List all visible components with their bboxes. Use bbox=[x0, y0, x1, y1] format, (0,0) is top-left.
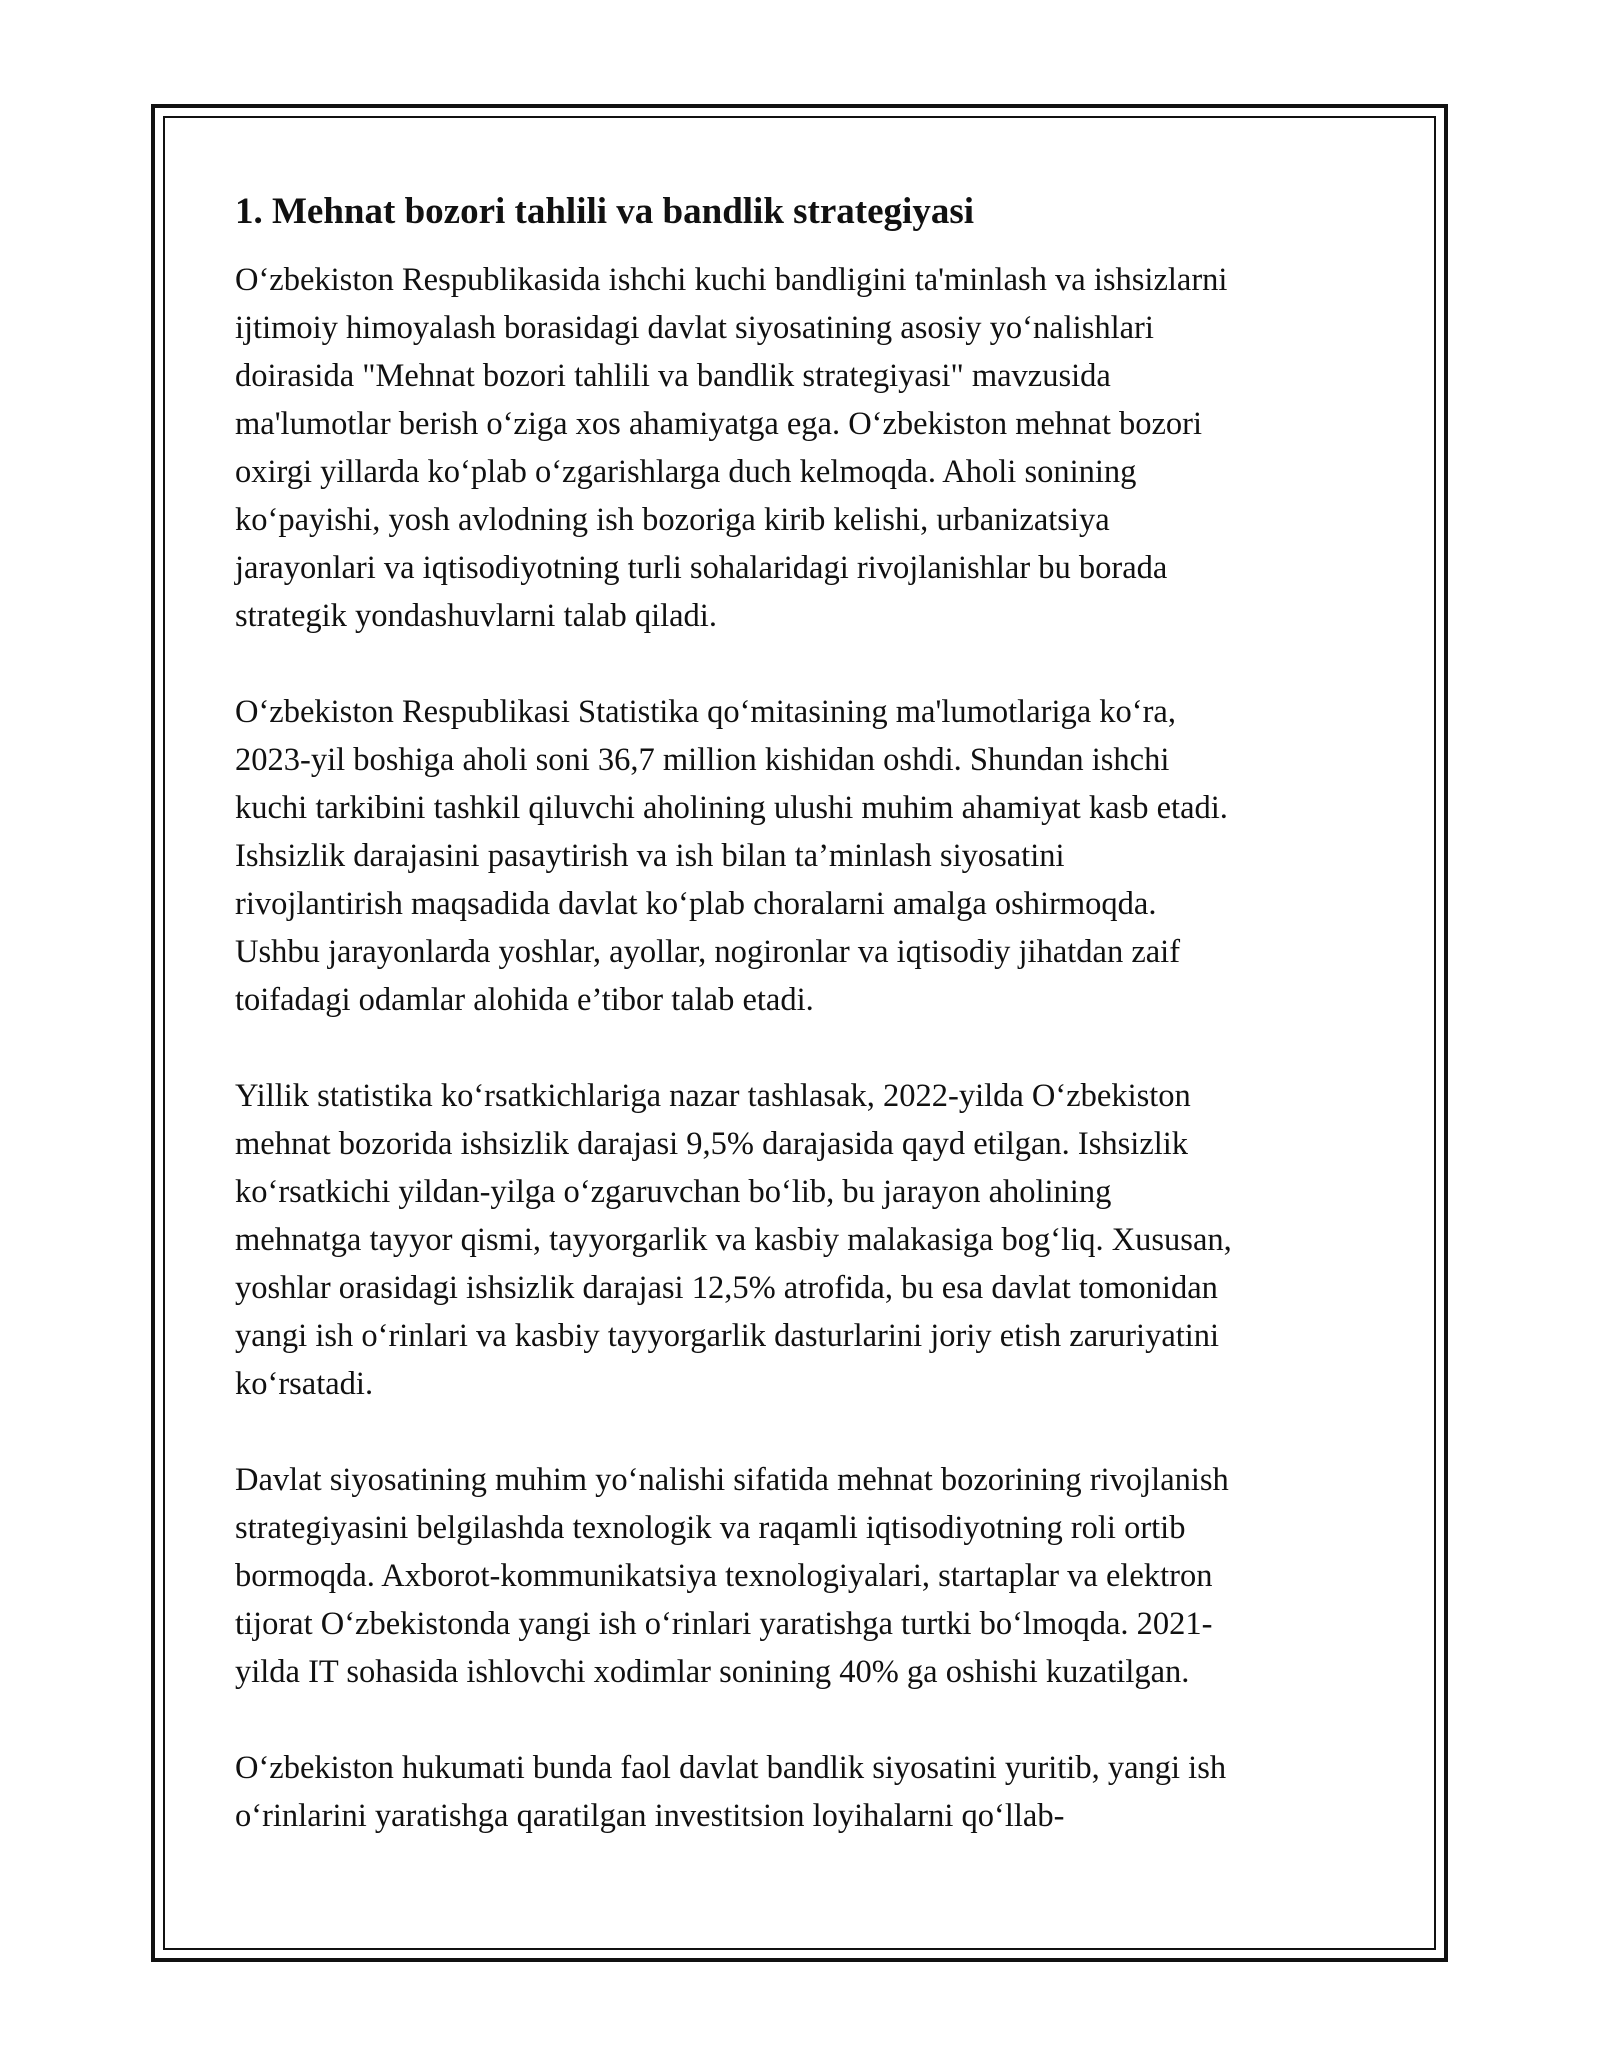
paragraph-intro: O‘zbekiston Respublikasida ishchi kuchi bandligini ta'minlash va ishsizlarni ijtimoiy himoyalash borasidagi davlat siyosatining asosiy yo‘nalishlari doirasida "Mehnat bozori tahlili va bandlik strategiyasi" mavzusida ma'lumotlar berish o‘ziga xos ahamiyatga ega. O‘zbekiston mehnat bozori oxirgi yillarda ko‘plab o‘zgarishlarga duch kelmoqda. Aholi sonining ko‘payishi, yosh avlodning ish bozoriga kirib kelishi, urbanizatsiya jarayonlari va iqtisodiyotning turli sohalaridagi rivojlanishlar bu borada strategik yondashuvlarni talab qiladi. bbox=[235, 262, 1228, 634]
section-heading: 1. Mehnat bozori tahlili va bandlik strategiyasi bbox=[235, 191, 975, 232]
paragraph-government-policy: O‘zbekiston hukumati bunda faol davlat bandlik siyosatini yuritib, yangi ish o‘rinlarini yaratishga qaratilgan investitsion loyihalarni qo‘llab- bbox=[235, 1750, 1227, 1834]
paragraph-unemployment: Yillik statistika ko‘rsatkichlariga nazar tashlasak, 2022-yilda O‘zbekiston mehnat bozorida ishsizlik darajasi 9,5% darajasida qayd etilgan. Ishsizlik ko‘rsatkichi yildan-yilga o‘zgaruvchan bo‘lib, bu jarayon aholining mehnatga tayyor qismi, tayyorgarlik va kasbiy malakasiga bog‘liq. Xususan, yoshlar orasidagi ishsizlik darajasi 12,5% atrofida, bu esa davlat tomonidan yangi ish o‘rinlari va kasbiy tayyorgarlik dasturlarini joriy etish zaruriyatini ko‘rsatadi. bbox=[235, 1078, 1232, 1402]
paragraph-statistics: O‘zbekiston Respublikasi Statistika qo‘mitasining ma'lumotlariga ko‘ra, 2023-yil boshiga aholi soni 36,7 million kishidan oshdi. Shundan ishchi kuchi tarkibini tashkil qiluvchi aholining ulushi muhim ahamiyat kasb etadi. Ishsizlik darajasini pasaytirish va ish bilan ta’minlash siyosatini rivojlantirish maqsadida davlat ko‘plab choralarni amalga oshirmoqda. Ushbu jarayonlarda yoshlar, ayollar, nogironlar va iqtisodiy jihatdan zaif toifadagi odamlar alohida e’tibor talab etadi. bbox=[235, 694, 1228, 1018]
document-body bbox=[235, 186, 1375, 1888]
paragraph-digital-economy: Davlat siyosatining muhim yo‘nalishi sifatida mehnat bozorining rivojlanish strategiyasini belgilashda texnologik va raqamli iqtisodiyotning roli ortib bormoqda. Axborot-kommunikatsiya texnologiyalari, startaplar va elektron tijorat O‘zbekistonda yangi ish o‘rinlari yaratishga turtki bo‘lmoqda. 2021- yilda IT sohasida ishlovchi xodimlar sonining 40% ga oshishi kuzatilgan. bbox=[235, 1462, 1229, 1690]
